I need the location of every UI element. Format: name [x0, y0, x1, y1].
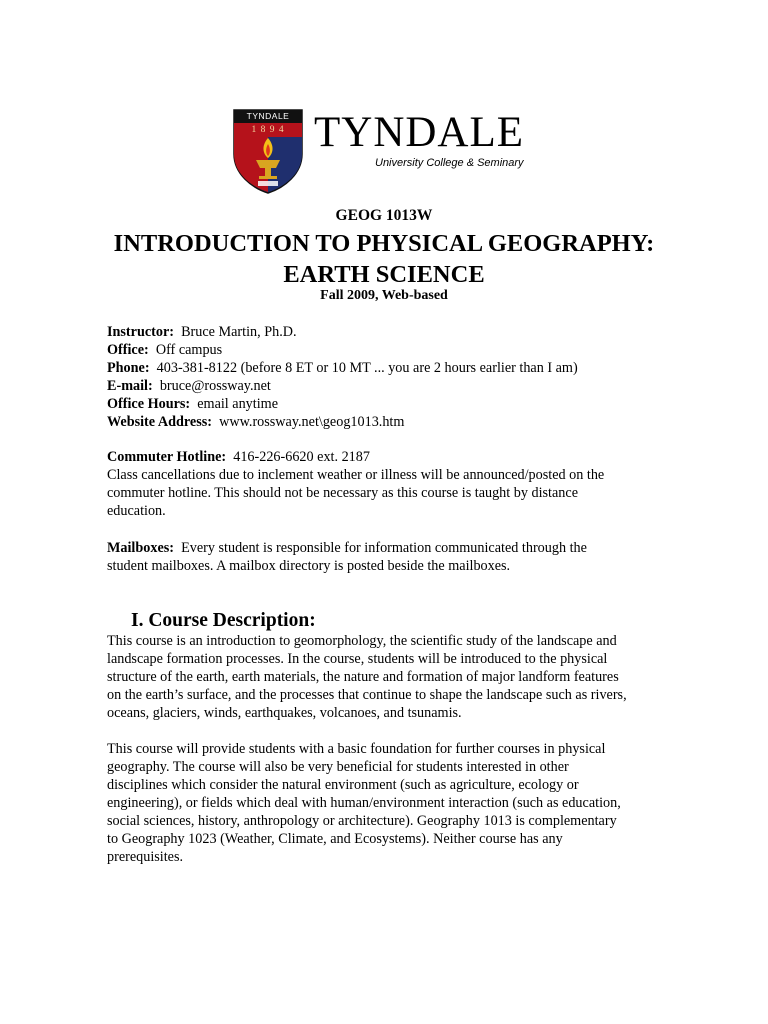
paragraph-line: landscape formation processes. In the course, students will be introduced to the physical — [107, 651, 608, 667]
brand-subtitle: University College & Seminary — [375, 157, 524, 169]
paragraph-line: This course is an introduction to geomorphology, the scientific study of the landscape and — [107, 633, 617, 649]
instructor-row — [107, 323, 667, 341]
hotline-text-line: commuter hotline. This should not be necessary as this course is taught by distance — [107, 485, 578, 501]
paragraph-line: engineering), or fields which deal with human/environment interaction (such as education, — [107, 795, 621, 811]
section-heading: I. Course Description: — [131, 610, 316, 631]
instructor-value: Bruce Martin, Ph.D. — [181, 324, 297, 340]
email-value[interactable]: bruce@rossway.net — [159, 378, 271, 394]
office-row — [107, 341, 667, 359]
brand-name: TYNDALE — [314, 109, 525, 156]
office-hours-label: Office Hours: — [107, 396, 191, 412]
description-paragraph-2 — [107, 740, 667, 866]
phone-label: Phone: — [107, 360, 150, 376]
course-title-line-2: EARTH SCIENCE — [283, 261, 485, 288]
paragraph-line: on the earth’s surface, and the processes that continue to shape the landscape such as rivers, — [107, 687, 627, 703]
office-hours-value: email anytime — [197, 396, 278, 412]
website-value[interactable]: www.rossway.net\geog1013.htm — [219, 414, 405, 430]
course-title — [0, 228, 768, 290]
paragraph-line: to Geography 1023 (Weather, Climate, and Ecosystems). Neither course has any — [107, 831, 563, 847]
paragraph-line: geography. The course will also be very beneficial for students interested in other — [107, 759, 569, 775]
paragraph-line: oceans, glaciers, winds, earthquakes, volcanoes, and tsunamis. — [107, 705, 462, 721]
shield-banner-text: TYNDALE — [246, 111, 290, 121]
shield-year-text: 1 8 9 4 — [251, 125, 285, 135]
hotline-text-line: education. — [107, 503, 166, 519]
paragraph-line: This course will provide students with a basic foundation for further courses in physical — [107, 741, 606, 757]
mailboxes — [107, 539, 667, 575]
mailboxes-label: Mailboxes: — [107, 540, 174, 556]
paragraph-line: prerequisites. — [107, 849, 184, 865]
website-label: Website Address: — [107, 414, 212, 430]
instructor-label: Instructor: — [107, 324, 174, 340]
mailboxes-text-line: student mailboxes. A mailbox directory is posted beside the mailboxes. — [107, 558, 511, 574]
email-row — [107, 377, 667, 395]
phone-value: 403-381-8122 (before 8 ET or 10 MT ... you are 2 hours earlier than I am) — [156, 360, 578, 376]
course-title-line-1: INTRODUCTION TO PHYSICAL GEOGRAPHY: — [113, 230, 655, 257]
hotline-row — [107, 448, 667, 466]
office-label: Office: — [107, 342, 149, 358]
paragraph-line: structure of the earth, earth materials, the nature and formation of major landform features — [107, 669, 619, 685]
office-value: Off campus — [155, 342, 223, 358]
hotline-text-line: Class cancellations due to inclement weather or illness will be announced/posted on the — [107, 467, 605, 483]
website-row — [107, 413, 667, 431]
tyndale-logo — [232, 108, 538, 194]
commuter-hotline — [107, 448, 667, 520]
contact-info — [107, 323, 667, 431]
office-hours-row — [107, 395, 667, 413]
mailboxes-text: Every student is responsible for information communicated through the — [181, 540, 587, 556]
course-term: Fall 2009, Web-based — [320, 288, 448, 303]
phone-row — [107, 359, 667, 377]
mailboxes-row — [107, 539, 667, 557]
paragraph-line: social sciences, history, anthropology or architecture). Geography 1013 is complementary — [107, 813, 617, 829]
email-label: E-mail: — [107, 378, 153, 394]
course-code: GEOG 1013W — [335, 207, 433, 224]
paragraph-line: disciplines which consider the natural environment (such as agriculture, ecology or — [107, 777, 579, 793]
hotline-label: Commuter Hotline: — [107, 449, 227, 465]
hotline-value: 416-226-6620 ext. 2187 — [233, 449, 370, 465]
description-paragraph-1 — [107, 632, 667, 722]
